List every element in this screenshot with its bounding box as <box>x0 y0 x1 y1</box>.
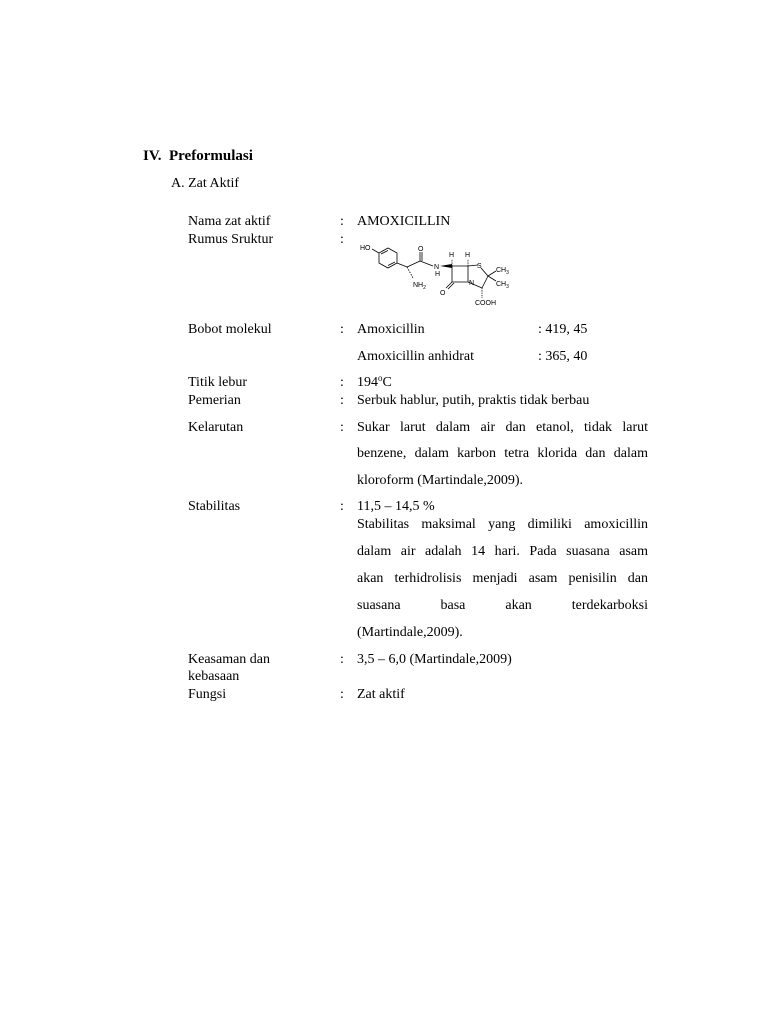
kelarutan-line: benzene, dalam karbon tetra klorida dan dalam <box>357 446 648 461</box>
amoxicillin-structure-diagram <box>358 244 518 310</box>
beta-lactam-ring <box>452 266 468 282</box>
section-number: IV. <box>143 148 162 164</box>
colon: : <box>340 322 344 337</box>
value-keasaman: 3,5 – 6,0 (Martindale,2009) <box>357 652 512 667</box>
structure-label-s: S <box>477 263 482 270</box>
structure-label-n: N <box>434 264 440 271</box>
bobot-item-value: : 365, 40 <box>538 349 588 364</box>
label-pemerian: Pemerian <box>188 393 241 408</box>
bobot-item-name: Amoxicillin <box>357 322 425 337</box>
structure-label-ho: HO <box>360 245 371 252</box>
value-fungsi: Zat aktif <box>357 687 405 702</box>
structure-label-ch3: $CH_3$ <box>496 267 509 276</box>
colon: : <box>340 232 344 247</box>
structure-label-n-ring: N <box>469 280 475 287</box>
value-titik-lebur: 194$^o$C <box>357 373 392 390</box>
section-title: Preformulasi <box>169 148 253 164</box>
label-keasaman: Keasaman dan <box>188 652 271 667</box>
structure-label-ch3: $CH_3$ <box>496 281 509 290</box>
subsection-title: A. Zat Aktif <box>171 176 240 191</box>
value-stabilitas: 11,5 – 14,5 % <box>357 499 435 514</box>
label-titik-lebur: Titik lebur <box>188 375 247 390</box>
value-nama-zat-aktif: AMOXICILLIN <box>357 214 451 229</box>
colon: : <box>340 499 344 514</box>
value-pemerian: Serbuk hablur, putih, praktis tidak berbau <box>357 393 590 408</box>
kelarutan-line: kloroform (Martindale,2009). <box>357 473 524 488</box>
colon: : <box>340 214 344 229</box>
colon: : <box>340 420 344 435</box>
colon: : <box>340 375 344 390</box>
stabilitas-line: suasana basa akan terdekarboksi <box>357 598 648 613</box>
stabilitas-line: akan terhidrolisis menjadi asam penisilin dan <box>357 571 648 586</box>
structure-label-o: O <box>418 246 424 253</box>
structure-label-cooh: COOH <box>475 300 496 307</box>
label-rumus-struktur: Rumus Sruktur <box>188 232 274 247</box>
structure-label-nh2: $NH_2$ <box>413 282 426 291</box>
label-bobot-molekul: Bobot molekul <box>188 322 272 337</box>
colon: : <box>340 652 344 667</box>
stabilitas-line: Stabilitas maksimal yang dimiliki amoxicillin <box>357 517 648 532</box>
benzene-ring <box>379 248 397 268</box>
structure-label-h: H <box>435 271 441 278</box>
label-stabilitas: Stabilitas <box>188 499 241 514</box>
label-kebasaan: kebasaan <box>188 669 240 684</box>
structure-label-o-ring: O <box>440 290 446 297</box>
stabilitas-line: dalam air adalah 14 hari. Pada suasana asam <box>357 544 648 559</box>
label-nama-zat-aktif: Nama zat aktif <box>188 214 271 229</box>
kelarutan-line: Sukar larut dalam air dan etanol, tidak larut <box>357 420 648 435</box>
label-kelarutan: Kelarutan <box>188 420 244 435</box>
bobot-item-name: Amoxicillin anhidrat <box>357 349 475 364</box>
label-fungsi: Fungsi <box>188 687 227 702</box>
bobot-item-value: : 419, 45 <box>538 322 588 337</box>
structure-label-h: H <box>465 252 471 259</box>
colon: : <box>340 393 344 408</box>
stabilitas-line: (Martindale,2009). <box>357 625 463 640</box>
colon: : <box>340 687 344 702</box>
structure-label-h: H <box>449 252 455 259</box>
